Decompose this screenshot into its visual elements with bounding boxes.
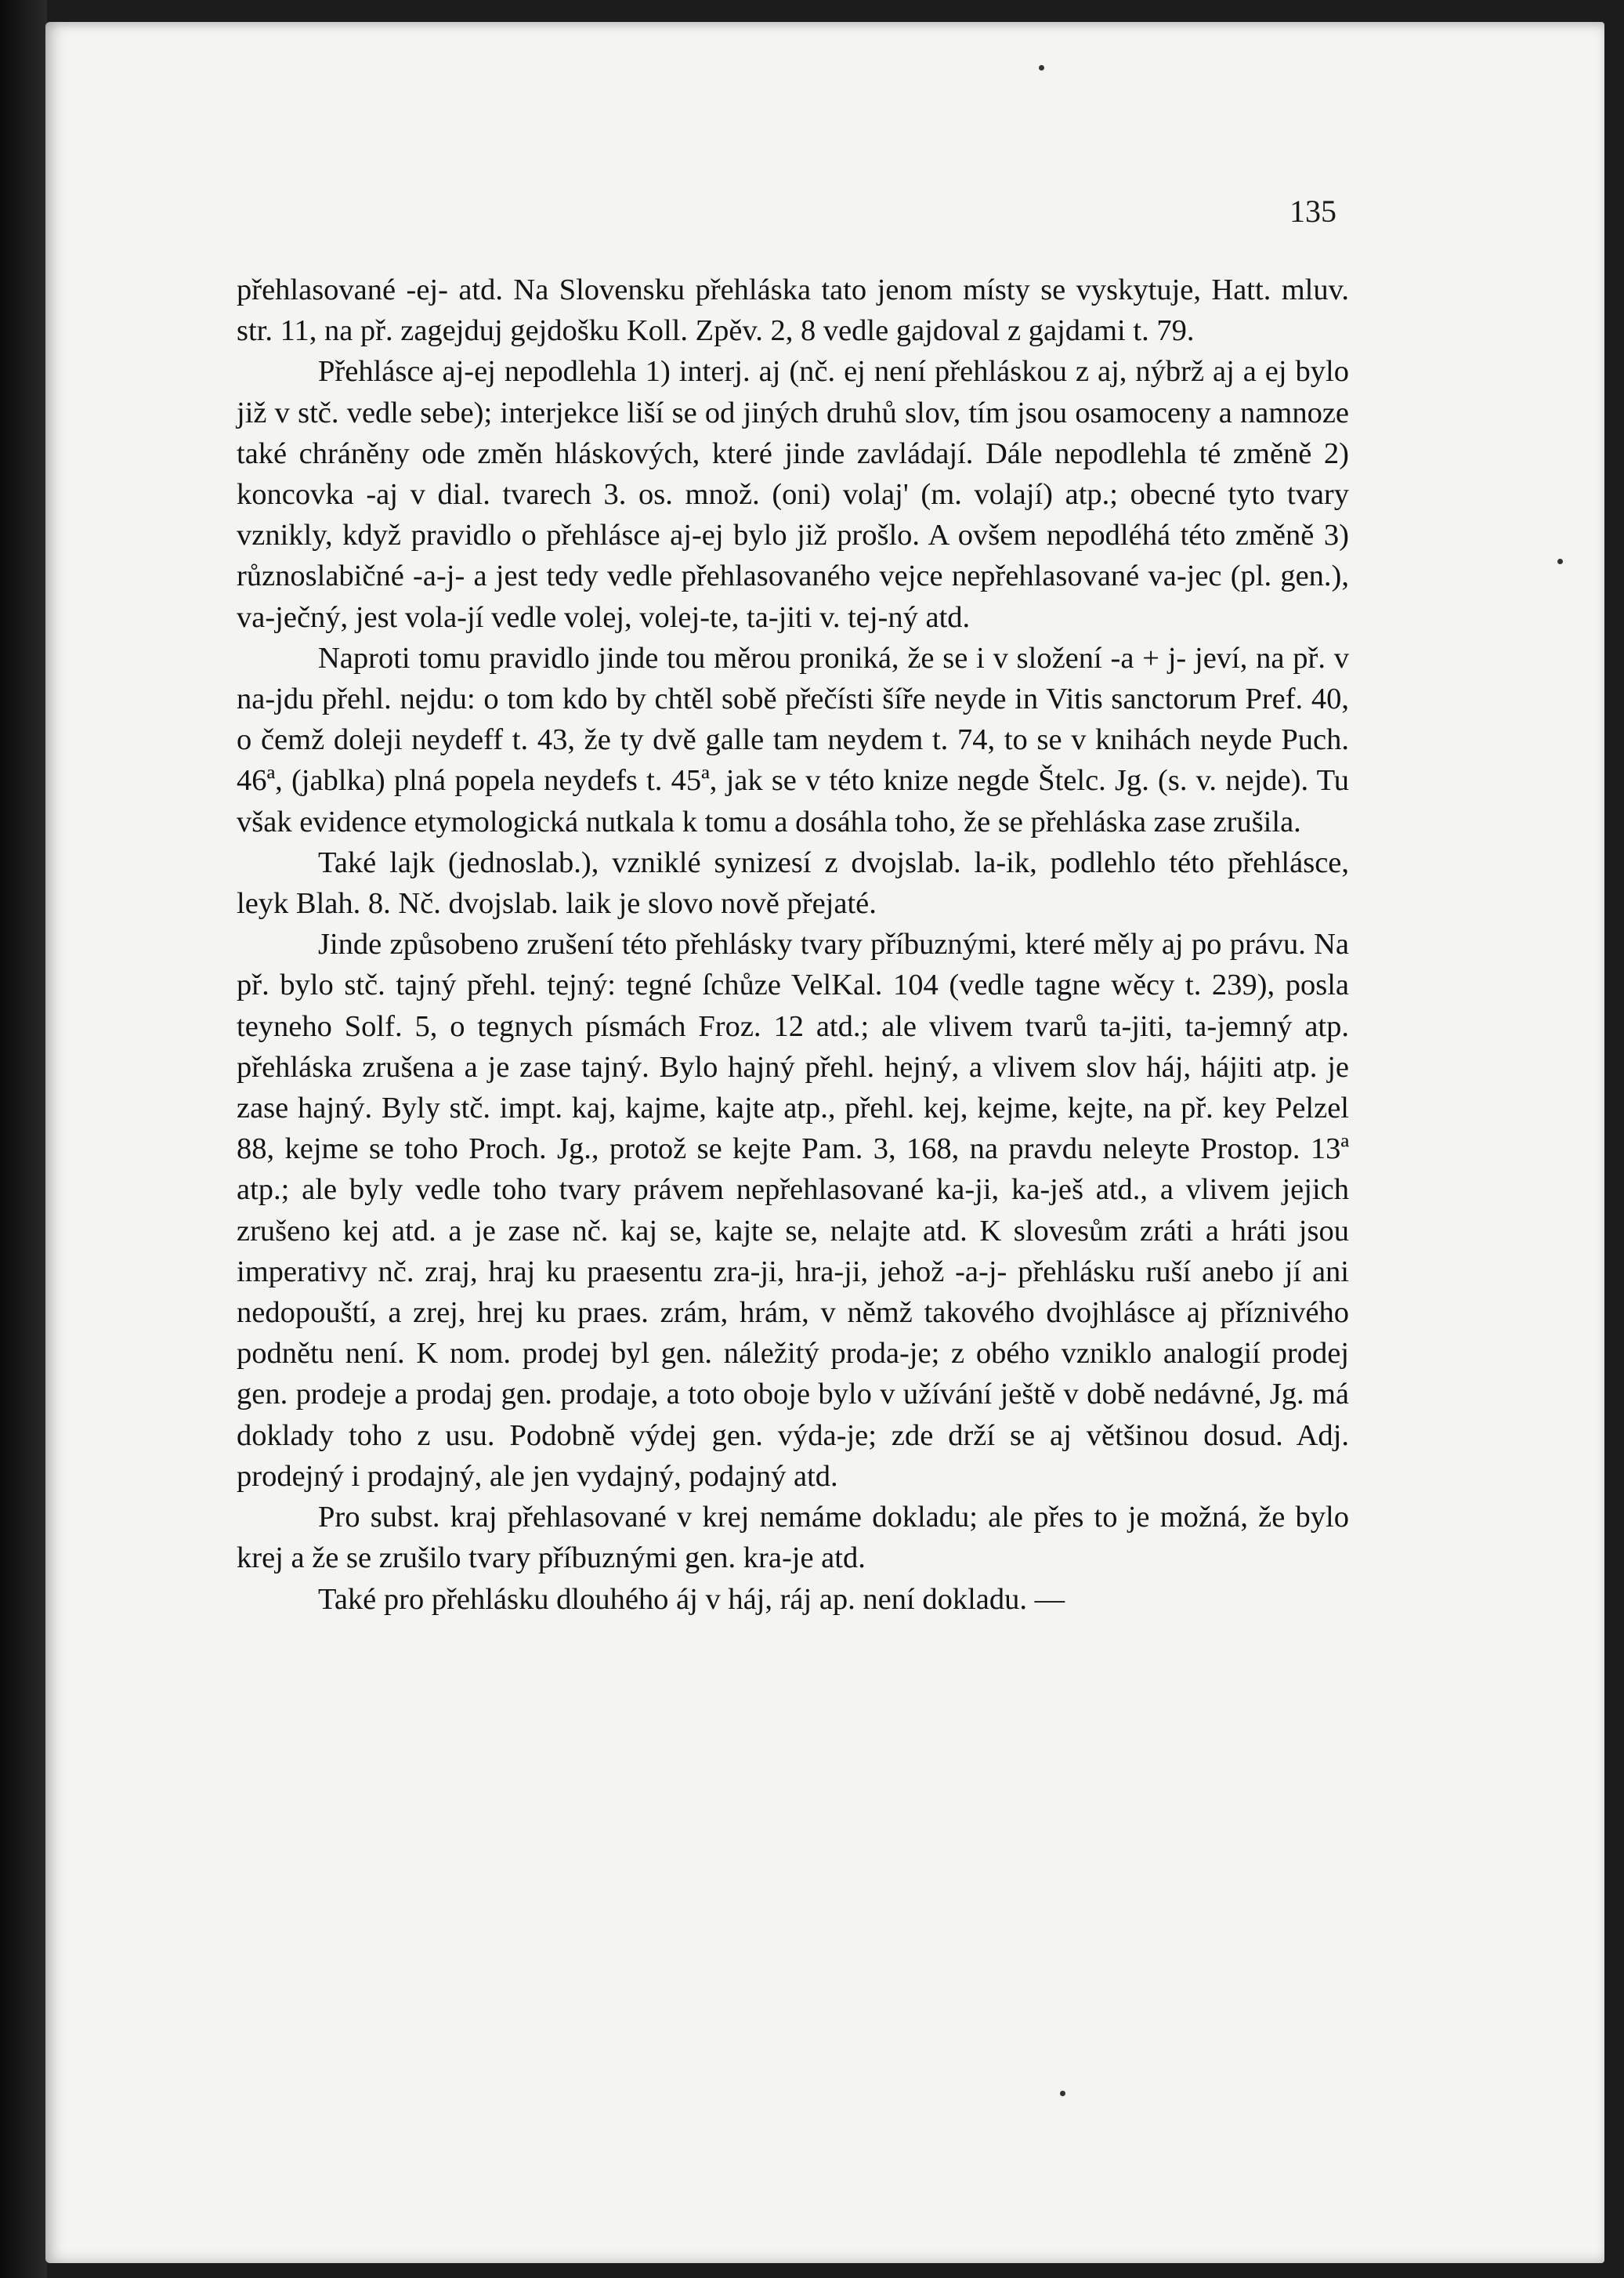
page-number: 135 [1289, 194, 1336, 229]
paragraph-4: Také lajk (jednoslab.), vzniklé synizesí z dvojslab. la-ik, podlehlo této přehlásce, leyk Blah. 8. Nč. dvojslab. laik je slovo nově přejaté. [237, 846, 1349, 921]
paragraph-2: Přehlásce aj-ej nepodlehla 1) interj. aj (nč. ej není přehláskou z aj, nýbrž aj a ej bylo již v stč. vedle sebe); interjekce liší se od jiných druhů slov, tím jsou osamoceny a namnoze také chráněny ode změn hláskových, které jinde zavládají. Dále nepodlehla té změně 2) koncovka -aj v dial. tvarech 3. os. množ. (oni) volaj' (m. volají) atp.; obecné tyto tvary vznikly, když pravidlo o přehlásce aj-ej bylo již prošlo. A ovšem nepodléhá této změně 3) různoslabičné -a-j- a jest tedy vedle přehlasovaného vejce nepřehlasované va-jec (pl. gen.), va-ječný, jest vola-jí vedle volej, volej-te, ta-jiti v. tej-ný atd. [237, 355, 1349, 634]
paragraph-1: přehlasované -ej- atd. Na Slovensku přehláska tato jenom místy se vyskytuje, Hatt. mluv. str. 11, na př. zagejduj gejdošku Koll. Zpěv. 2, 8 vedle gajdoval z gajdami t. 79. [237, 273, 1349, 348]
scan-speck [1060, 2091, 1065, 2096]
paragraph-3: Naproti tomu pravidlo jinde tou měrou proniká, že se i v složení -a + j- jeví, na př. v na-jdu přehl. nejdu: o tom kdo by chtěl sobě přečísti šíře neyde in Vitis sanctorum Pref. 40, o čemž doleji neydeff t. 43, že ty dvě galle tam neydem t. 74, to se v knihách neyde Puch. 46ª, (jablka) plná popela neydefs t. 45ª, jak se v této knize negde Štelc. Jg. (s. v. nejde). Tu však evidence etymologická nutkala k tomu a dosáhla toho, že se přehláska zase zrušila. [237, 641, 1349, 838]
scan-speck [1557, 559, 1563, 564]
scan-speck [1039, 65, 1044, 71]
book-page [45, 22, 1604, 2263]
scan-border [0, 0, 47, 2278]
body-text [237, 270, 1349, 1620]
paragraph-6: Pro subst. kraj přehlasované v krej nemáme dokladu; ale přes to je možná, že bylo krej a že se zrušilo tvary příbuznými gen. kra-je atd. [237, 1501, 1349, 1575]
paragraph-5: Jinde způsobeno zrušení této přehlásky tvary příbuznými, které měly aj po právu. Na př. bylo stč. tajný přehl. tejný: tegné ſchůze VelKal. 104 (vedle tagne wěcy t. 239), posla teyneho Solf. 5, o tegnych písmách Froz. 12 atd.; ale vlivem tvarů ta-jiti, ta-jemný atp. přehláska zrušena a je zase tajný. Bylo hajný přehl. hejný, a vlivem slov háj, hájiti atp. je zase hajný. Byly stč. impt. kaj, kajme, kajte atp., přehl. kej, kejme, kejte, na př. key Pelzel 88, kejme se toho Proch. Jg., protož se kejte Pam. 3, 168, na pravdu neleyte Prostop. 13ª atp.; ale byly vedle toho tvary právem nepřehlasované ka-ji, ka-ješ atd., a vlivem jejich zrušeno kej atd. a je zase nč. kaj se, kajte se, nelajte atd. K slovesům zráti a hráti jsou imperativy nč. zraj, hraj ku praesentu zra-ji, hra-ji, jehož -a-j- přehlásku ruší anebo jí ani nedopouští, a zrej, hrej ku praes. zrám, hrám, v němž takového dvojhlásce aj příznivého podnětu není. K nom. prodej byl gen. náležitý proda-je; z obého vzniklo analogií prodej gen. prodeje a prodaj gen. prodaje, a toto oboje bylo v užívání ještě v době nedávné, Jg. má doklady toho z usu. Podobně výdej gen. výda-je; zde drží se aj většinou dosud. Adj. prodejný i prodajný, ale jen vydajný, podajný atd. [237, 928, 1349, 1493]
paragraph-7: Také pro přehlásku dlouhého áj v háj, ráj ap. není dokladu. — [318, 1582, 1065, 1616]
